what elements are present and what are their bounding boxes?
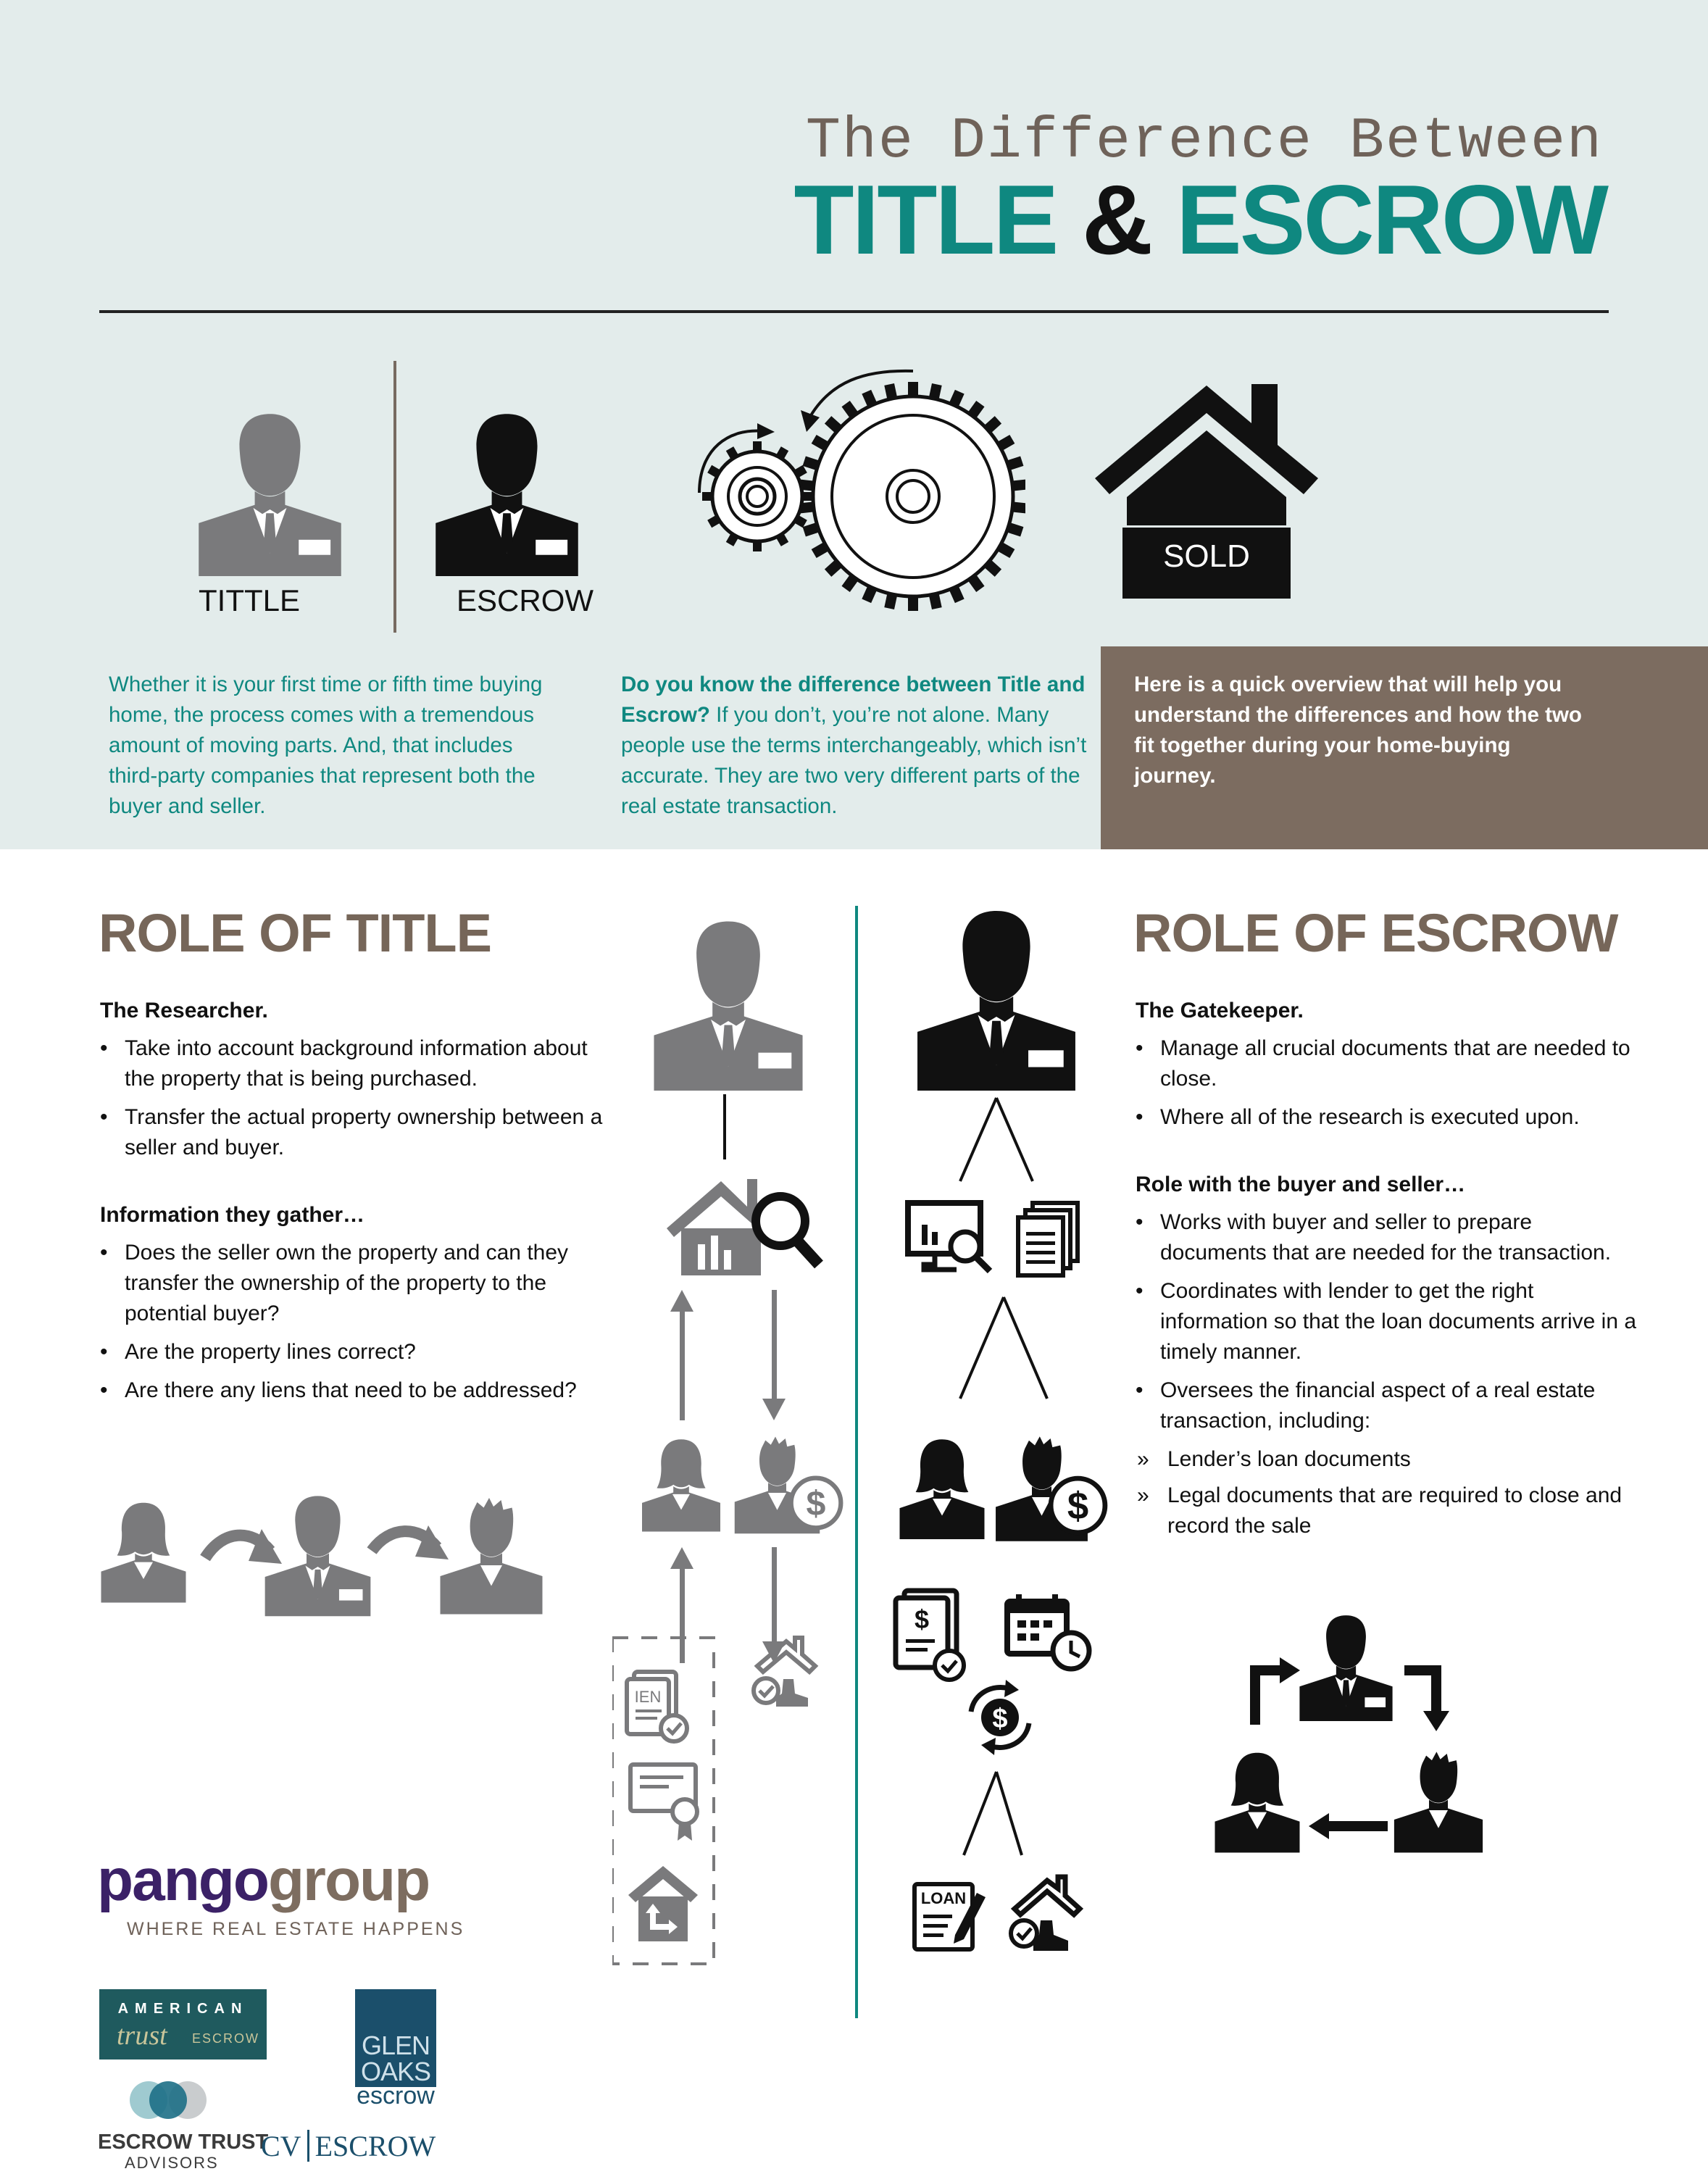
- list-item: • Works with buyer and seller to prepare documents that are needed for the transaction.: [1136, 1207, 1643, 1268]
- title-word-escrow: ESCROW: [1176, 164, 1607, 275]
- dollar-icon: [1051, 1478, 1105, 1533]
- intro-text-2: [621, 670, 1099, 822]
- money-cycle-icon: [971, 1680, 1029, 1755]
- documents-stack-icon: [1018, 1203, 1078, 1275]
- list-item: • Are there any liens that need to be addressed?: [100, 1375, 622, 1406]
- overview-text: Here is a quick overview that will help you understand the differences and how the two fit together during your home-buying journey.: [1134, 672, 1582, 788]
- escrow-flow-diagram: [884, 906, 1134, 1978]
- american-trust-escrow-logo: [99, 1989, 267, 2060]
- escrow-person-icon: [429, 409, 585, 576]
- sold-label: SOLD: [1163, 538, 1250, 574]
- logo-group: group: [267, 1847, 430, 1913]
- property-research-icon: [667, 1179, 819, 1275]
- list-item: • Transfer the actual property ownership between a seller and buyer.: [100, 1102, 622, 1163]
- certificate-icon: [630, 1765, 697, 1841]
- lien-icon-label: IEN: [634, 1688, 662, 1706]
- title-subhead-information: Information they gather…: [100, 1203, 365, 1227]
- svg-text:$: $: [914, 1604, 930, 1634]
- american-logo-line2: trust: [117, 2020, 167, 2051]
- pango-group-logo: [97, 1846, 429, 1915]
- glen-logo-line2: OAKS: [360, 2057, 431, 2086]
- escrow-trust-logo-line1: ESCROW TRUST: [98, 2131, 269, 2154]
- title-subhead-researcher: The Researcher.: [100, 999, 268, 1023]
- intro-answer: If you don’t, you’re not alone. Many people use the terms interchangeably, which isn’t accurate. They are two very different parts of the real estate transaction.: [621, 703, 1087, 818]
- icon-divider: [393, 361, 396, 633]
- loan-document-icon: [915, 1884, 986, 1949]
- loan-icon-label: LOAN: [920, 1889, 967, 1907]
- list-item: • Take into account background information about the property that is being purchased.: [100, 1033, 622, 1094]
- financial-document-icon: [896, 1591, 964, 1680]
- closing-house-icon: [1011, 1877, 1080, 1951]
- svg-text:$: $: [992, 1704, 1008, 1734]
- title-person-icon: [192, 409, 348, 576]
- seller-icon: [900, 1439, 985, 1539]
- pango-tagline: WHERE REAL ESTATE HAPPENS: [127, 1919, 465, 1939]
- list-item: » Legal documents that are required to close and record the sale: [1136, 1480, 1643, 1541]
- cv-logo-part2: ESCROW: [314, 2130, 436, 2162]
- role-of-title-heading: ROLE OF TITLE: [99, 903, 491, 963]
- header-divider: [99, 310, 1609, 313]
- title-word-title: TITLE: [793, 164, 1057, 275]
- list-item: • Coordinates with lender to get the right information so that the loan documents arrive in a timely manner.: [1136, 1276, 1643, 1367]
- list-item: • Where all of the research is executed upon.: [1136, 1102, 1643, 1133]
- dollar-icon: [791, 1478, 841, 1528]
- glen-logo-line3: escrow: [357, 2082, 435, 2110]
- escrow-trust-logo-line2: ADVISORS: [125, 2154, 219, 2172]
- escrow-coordination-icon: [1210, 1612, 1486, 1866]
- glen-oaks-escrow-logo: [355, 1989, 436, 2087]
- ownership-transfer-icon: [96, 1478, 546, 1638]
- page-subtitle: The Difference Between: [805, 109, 1603, 175]
- lien-document-icon: [627, 1672, 687, 1741]
- calendar-clock-icon: [1007, 1594, 1089, 1669]
- title-officer-icon: [654, 922, 802, 1091]
- intro-question: Do you know the difference between Title and Escrow?: [621, 672, 1086, 727]
- seller-icon: [642, 1439, 720, 1531]
- american-logo-line3: ESCROW: [192, 2031, 259, 2046]
- logo-pango: pango: [97, 1847, 268, 1913]
- glen-logo-line1: GLEN: [361, 2031, 430, 2060]
- deed-transfer-icon: [628, 1866, 698, 1941]
- cv-logo-part1: CV: [261, 2130, 301, 2162]
- escrow-subhead-buyer-seller: Role with the buyer and seller…: [1136, 1173, 1466, 1196]
- intro-text-1: Whether it is your first time or fifth time buying home, the process comes with a tremendous amount of moving parts. And, that includes third-party companies that represent both the buyer and seller.: [109, 672, 543, 818]
- escrow-subhead-gatekeeper: The Gatekeeper.: [1136, 999, 1304, 1023]
- page-title: [793, 163, 1607, 276]
- list-item: • Manage all crucial documents that are needed to close.: [1136, 1033, 1643, 1094]
- escrow-trust-advisors-mark: [125, 2080, 211, 2120]
- gears-icon: [685, 362, 1025, 623]
- tittle-label: TITTLE: [199, 583, 301, 617]
- role-of-title-text: [100, 996, 622, 1414]
- cv-escrow-logo: [261, 2129, 436, 2163]
- escrow-label: ESCROW: [457, 583, 593, 617]
- role-of-escrow-heading: ROLE OF ESCROW: [1133, 903, 1618, 963]
- list-item: • Are the property lines correct?: [100, 1337, 622, 1367]
- monitor-search-icon: [908, 1203, 990, 1271]
- american-logo-line1: AMERICAN: [117, 2001, 249, 2017]
- center-divider: [855, 906, 858, 2018]
- list-item: • Oversees the financial aspect of a real estate transaction, including:: [1136, 1375, 1643, 1436]
- list-item: • Does the seller own the property and can they transfer the ownership of the property to the potential buyer?: [100, 1238, 622, 1329]
- title-flow-diagram: [612, 909, 859, 1967]
- list-item: » Lender’s loan documents: [1136, 1444, 1643, 1475]
- title-ampersand: &: [1081, 164, 1151, 275]
- approved-house-icon: [754, 1638, 815, 1707]
- escrow-officer-icon: [917, 911, 1075, 1091]
- role-of-escrow-text: [1136, 996, 1643, 1547]
